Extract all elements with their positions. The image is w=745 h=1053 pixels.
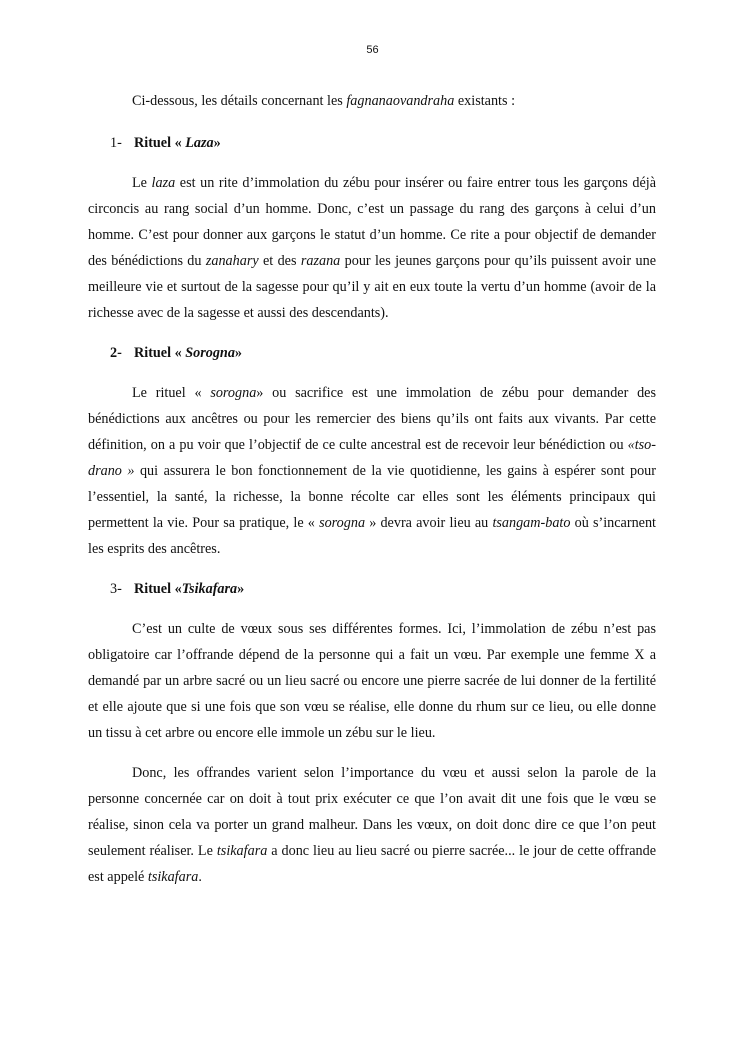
document-body <box>88 88 656 904</box>
intro-term: fagnanaovandraha <box>346 93 455 109</box>
section-heading-tsikafara <box>110 576 656 602</box>
section-number: 2- <box>110 345 122 361</box>
paragraph: C’est un culte de vœux sous ses différentes formes. Ici, l’immolation de zébu n’est pas obligatoire car l’offrande dépend de la personne qui a fait un vœu. Par exemple une femme X a demandé par un arbre sacré ou un lieu sacré ou encore une pierre sacrée de lui donner de la fertilité et elle ajoute que si une fois que son vœu se réalise, elle donne du rhum sur ce lieu, ou elle donne un tissu à cet arbre ou encore elle immole un zébu sur le lieu. <box>88 621 656 741</box>
paragraph: Le laza est un rite d’immolation du zébu pour insérer ou faire entrer tous les garçons déjà circoncis au rang social d’un homme. Donc, c’est un passage du rang des garçons à celui d’un homme. C’est pour donner aux garçons le statut d’un homme. Ce rite a pour objectif de demander des bénédictions du zanahary et des razana pour les jeunes garçons pour qu’ils puissent avoir une meilleure vie et surtout de la sagesse pour qu’il y ait en eux toute la vertu d’un homme (avoir de la richesse avec de la sagesse et aussi des descendants). <box>88 175 656 321</box>
paragraph: Le rituel « sorogna» ou sacrifice est une immolation de zébu pour demander des bénédictions aux ancêtres ou pour les remercier des biens qu’ils ont faits aux vivants. Par cette définition, on a pu voir que l’objectif de ce culte ancestral est de recevoir leur bénédiction ou «tso-drano » qui assurera le bon fonctionnement de la vie quotidienne, les gains à espérer sont pour l’essentiel, la santé, la richesse, la bonne récolte car elles sont les éléments principaux qui permettent la vie. Pour sa pratique, le « sorogna » devra avoir lieu au tsangam-bato où s’incarnent les esprits des ancêtres. <box>88 385 657 557</box>
section-number: 3- <box>110 581 122 597</box>
page-number: 56 <box>366 44 379 56</box>
section-title: Rituel « Laza» <box>134 135 221 151</box>
intro-text: Ci-dessous, les détails concernant les <box>132 93 347 109</box>
intro-text-end: existants : <box>454 93 516 109</box>
section-title: Rituel «Tsikafara» <box>134 581 245 597</box>
section-heading-laza <box>110 130 656 156</box>
section-heading-sorogna <box>110 340 656 366</box>
section-title: Rituel « Sorogna» <box>134 345 243 361</box>
intro-paragraph <box>88 88 656 114</box>
section-number: 1- <box>110 135 122 151</box>
paragraph: Donc, les offrandes varient selon l’importance du vœu et aussi selon la parole de la personne concernée car on doit à tout prix exécuter ce que l’on avait dit une fois que le vœu se réalise, sinon cela va porter un grand malheur. Dans les vœux, on doit donc dire ce que l’on peut seulement réaliser. Le tsikafara a donc lieu au lieu sacré ou pierre sacrée... le jour de cette offrande est appelé tsikafara. <box>88 765 656 885</box>
